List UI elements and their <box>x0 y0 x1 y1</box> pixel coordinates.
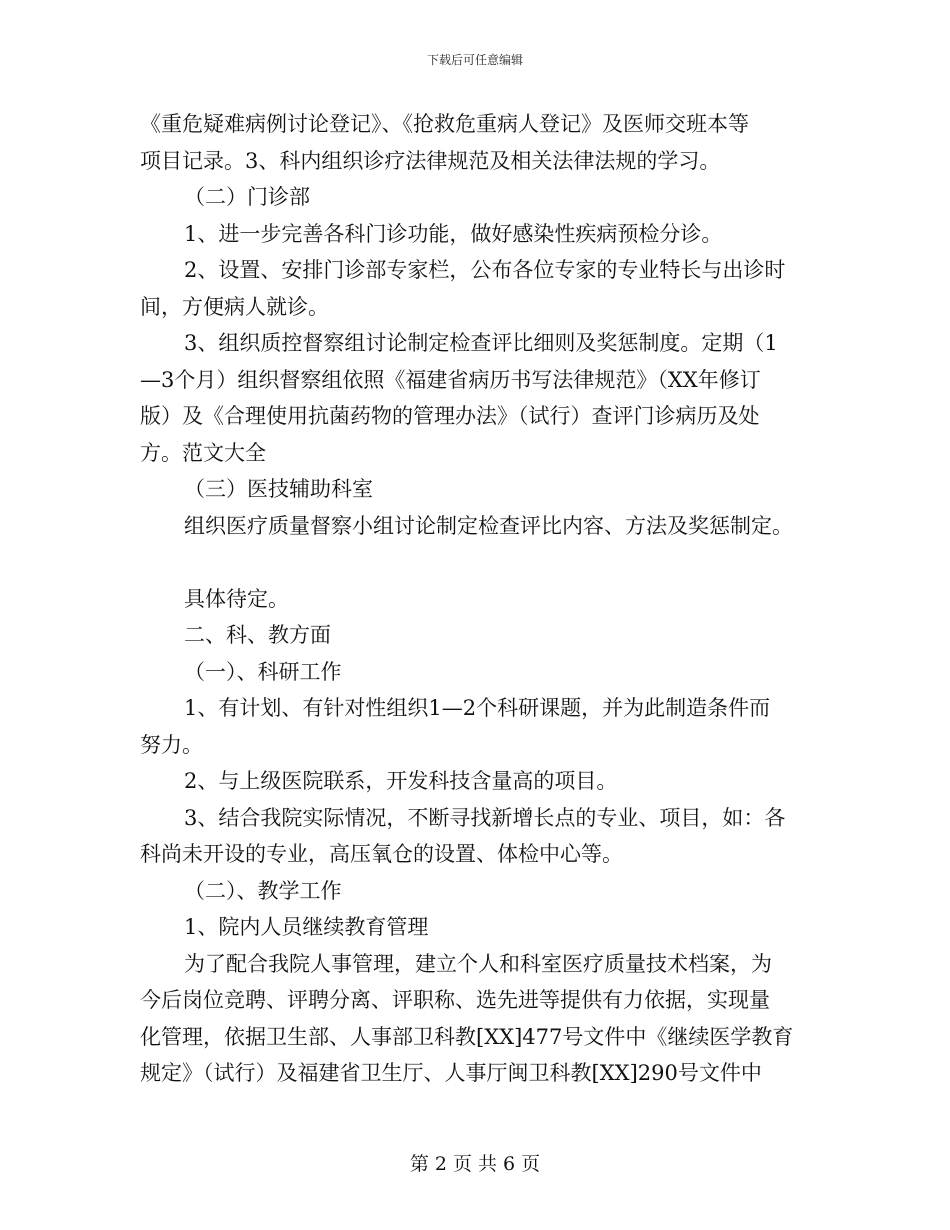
body-line-4: 1、进一步完善各科门诊功能，做好感染性疾病预检分诊。 <box>184 221 723 246</box>
body-line-10: 方。范文大全 <box>140 440 266 465</box>
body-line-17: 1、有计划、有针对性组织1—2个科研课题，并为此制造条件而 <box>184 696 771 720</box>
body-line-6: 间，方便病人就诊。 <box>140 294 329 319</box>
body-line-14: 具体待定。 <box>184 586 289 611</box>
page-number: 第 2 页 共 6 页 <box>409 1153 541 1175</box>
body-line-21: 科尚未开设的专业，高压氧仓的设置、体检中心等。 <box>140 842 623 866</box>
section-heading-teaching: （二）、教学工作 <box>184 878 342 903</box>
body-line-27: 规定》（试行）及福建省卫生厅、人事厅闽卫科教[XX]290号文件中 <box>140 1061 762 1085</box>
body-line-25: 今后岗位竞聘、评聘分离、评职称、选先进等提供有力依据，实现量 <box>140 988 770 1012</box>
body-line-12: 组织医疗质量督察小组讨论制定检查评比内容、方法及奖惩制定。 <box>184 513 793 538</box>
body-line-18: 努力。 <box>140 732 203 757</box>
body-line-26: 化管理，依据卫生部、人事部卫科教[XX]477号文件中《继续医学教育 <box>140 1024 794 1049</box>
body-line-5: 2、设置、安排门诊部专家栏，公布各位专家的专业特长与出诊时 <box>184 258 786 282</box>
body-line-20: 3、结合我院实际情况，不断寻找新增长点的专业、项目，如：各 <box>184 805 786 830</box>
body-line-2: 项目记录。3、科内组织诊疗法律规范及相关法律法规的学习。 <box>140 148 721 173</box>
section-heading-research: （一）、科研工作 <box>184 659 342 684</box>
body-line-19: 2、与上级医院联系，开发科技含量高的项目。 <box>184 769 618 793</box>
blank-line <box>140 544 808 581</box>
page-header-note: 下载后可任意编辑 <box>426 53 523 67</box>
body-line-7: 3、组织质控督察组讨论制定检查评比细则及奖惩制度。定期（1 <box>184 331 778 355</box>
body-line-23: 1、院内人员继续教育管理 <box>184 915 429 939</box>
section-heading-medtech: （三）医技辅助科室 <box>184 477 373 501</box>
body-line-9: 版）及《合理使用抗菌药物的管理办法》（试行）查评门诊病历及处 <box>140 404 760 428</box>
body-line-8: —3个月）组织督察组依照《福建省病历书写法律规范》（XX年修订 <box>140 367 761 392</box>
document-body <box>140 106 808 1092</box>
section-heading-research-teaching: 二、科、教方面 <box>184 623 331 647</box>
body-line-24: 为了配合我院人事管理，建立个人和科室医疗质量技术档案，为 <box>184 951 772 976</box>
body-line-1: 《重危疑难病例讨论登记》、《抢救危重病人登记》及医师交班本等 <box>140 112 749 136</box>
section-heading-outpatient: （二）门诊部 <box>184 185 310 209</box>
